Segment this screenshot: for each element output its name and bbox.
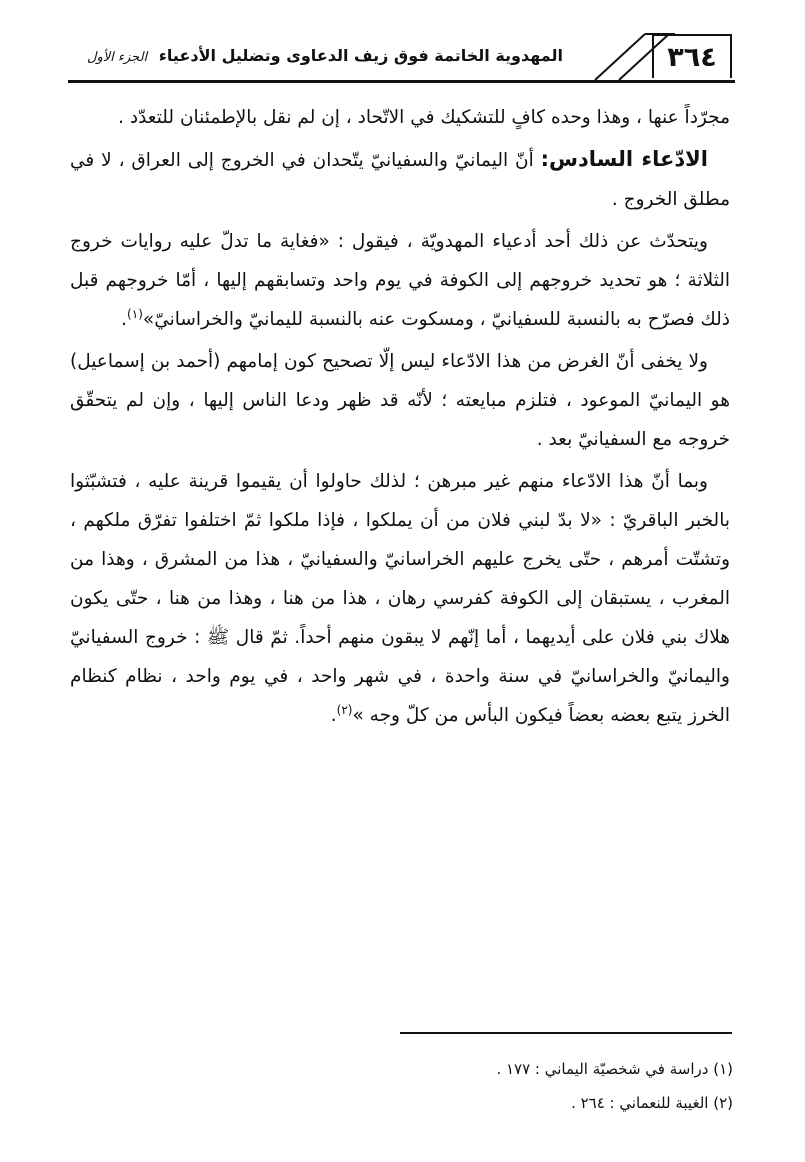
paragraph-3-text: ويتحدّث عن ذلك أحد أدعياء المهدويّة ، فيقول : «فغاية ما تدلّ عليه روايات خروج الثلاثة ؛ هو تحديد خروجهم إلى الكوفة في يوم واحد وتسابقهم إليها ، أمّا خروجهم قبل ذلك فصرّح به بالنسبة للسفيانيّ ، ومسكوت عنه بالنسبة لليمانيّ والخراسانيّ» [70,231,730,330]
footnote-text: الغيبة للنعماني : ٢٦٤ . [571,1094,709,1112]
volume-mark: الجزء الأول [87,50,148,65]
footnote-2 [73,1086,733,1120]
footnote-text: دراسة في شخصيّة اليماني : ١٧٧ . [496,1060,709,1078]
paragraph-5-end: . [330,705,337,726]
paragraph-5 [70,462,730,735]
footnote-number: (٢) [713,1094,733,1112]
footnote-rule [400,1032,732,1034]
paragraph-4: ولا يخفى أنّ الغرض من هذا الادّعاء ليس إلّا تصحيح كون إمامهم (أحمد بن إسماعيل) هو اليمانيّ الموعود ، فتلزم مبايعته ؛ لأنّه قد ظهر ودعا الناس إليها ، وإن لم يتحقّق خروجه مع السفيانيّ بعد . [70,351,730,450]
footnote-number: (١) [713,1060,733,1078]
section-heading: الادّعاء السادس: [540,147,708,171]
footnote-1 [73,1052,733,1086]
paragraph-3-end: . [121,309,128,330]
running-title: المهدوية الخاتمة فوق زيف الدعاوى وتضليل الأدعياء [158,46,563,65]
paragraph-3 [70,222,730,339]
body-text [70,98,730,738]
footnotes [73,1052,733,1120]
header-decoration [575,30,675,82]
paragraph-5-text: وبما أنّ هذا الادّعاء منهم غير مبرهن ؛ لذلك حاولوا أن يقيموا قرينة عليه ، فتشبّثوا بالخبر الباقريّ : «لا بدّ لبني فلان من أن يملكوا ، فإذا ملكوا ثمّ اختلفوا تفرّق ملكهم ، وتشتّت أمرهم ، حتّى يخرج عليهم الخراسانيّ والسفيانيّ ، هذا من المشرق ، وهذا من المغرب ، يستبقان إلى الكوفة كفرسي رهان ، هذا من هنا ، وهذا من هنا ، حتّى يكون هلاك بني فلان على أيديهما ، أما إنّهم لا يبقون منهم أحداً. ثمّ قال ﷺ : خروج السفيانيّ واليمانيّ والخراسانيّ في سنة واحدة ، في شهر واحد ، في يوم واحد ، نظام كنظام الخرز يتبع بعضه بعضاً فيكون البأس من كلّ وجه » [70,471,730,726]
footnote-ref-1: (١) [127,306,143,321]
paragraph-2 [70,140,730,219]
paragraph-1: مجرّداً عنها ، وهذا وحده كافٍ للتشكيك في الاتّحاد ، إن لم نقل بالإطمئنان للتعدّد . [118,107,730,128]
page-number-text: ٣٦٤ [667,41,717,73]
running-head [87,46,563,65]
paragraph-2-text: أنّ اليمانيّ والسفيانيّ يتّحدان في الخروج إلى العراق ، لا في مطلق الخروج . [70,150,730,210]
footnote-ref-2: (٢) [336,702,353,717]
header-rule [68,80,735,83]
